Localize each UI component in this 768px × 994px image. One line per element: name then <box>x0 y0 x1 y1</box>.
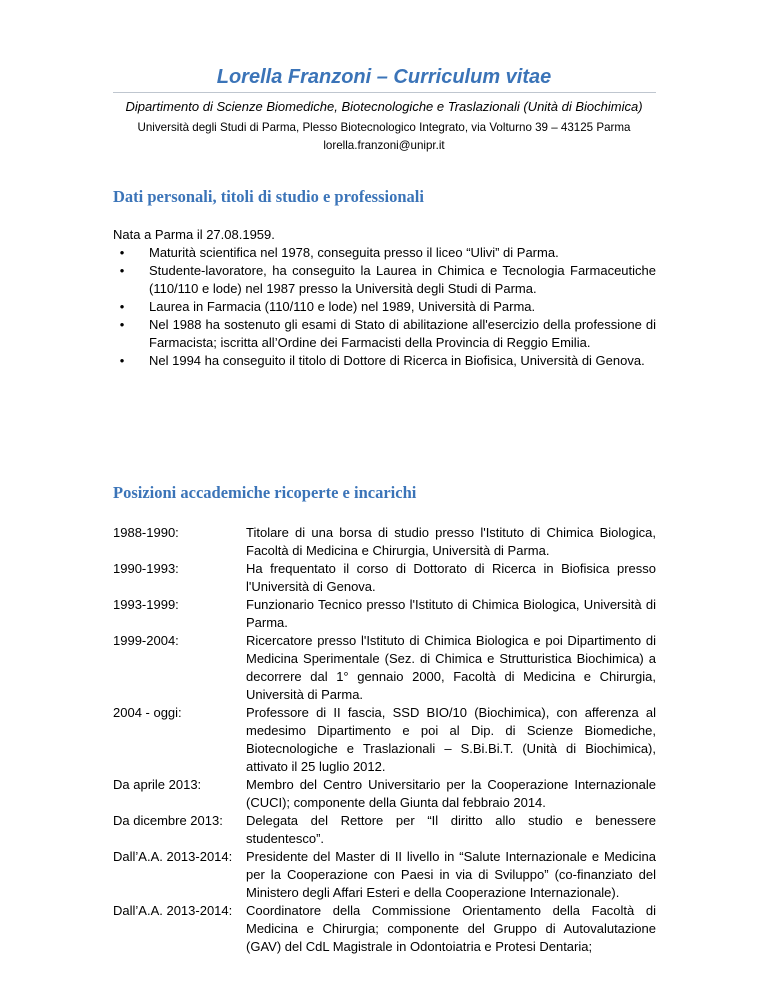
list-item-text: Laurea in Farmacia (110/110 e lode) nel 1989, Università di Parma. <box>149 299 536 314</box>
position-description: Professore di II fascia, SSD BIO/10 (Biochimica), con afferenza al medesimo Dipartimento e poi al Dip. di Scienze Biomediche, Biotecnologiche e Traslazionali – S.Bi.Bi.T. (Unità di Biochimica), attivato il 25 luglio 2012. <box>246 705 656 774</box>
birth-info: Nata a Parma il 27.08.1959. <box>113 227 275 242</box>
positions-list <box>113 524 656 956</box>
position-entry <box>113 632 656 704</box>
list-item <box>113 262 656 298</box>
position-entry <box>113 812 656 848</box>
position-description: Titolare di una borsa di studio presso l'Istituto di Chimica Biologica, Facoltà di Medicina e Chirurgia, Università di Parma. <box>246 525 656 558</box>
list-item-text: Maturità scientifica nel 1978, conseguita presso il liceo “Ulivi” di Parma. <box>149 245 559 260</box>
bullet-icon: • <box>119 353 125 368</box>
list-item-text: Nel 1988 ha sostenuto gli esami di Stato di abilitazione all'esercizio della professione di Farmacista; iscritta all’Ordine dei Farmacisti della Provincia di Reggio Emilia. <box>149 317 656 350</box>
position-period: 1993-1999: <box>113 597 179 612</box>
section-heading-personal-data: Dati personali, titoli di studio e professionali <box>113 187 424 206</box>
list-item-text: Studente-lavoratore, ha conseguito la Laurea in Chimica e Tecnologia Farmaceutiche (110/110 e lode) nel 1987 presso la Università degli Studi di Parma. <box>149 263 656 296</box>
position-period: Dall’A.A. 2013-2014: <box>113 903 233 918</box>
section-heading-academic-positions: Posizioni accademiche ricoperte e incarichi <box>113 483 417 502</box>
address-line: Università degli Studi di Parma, Plesso Biotecnologico Integrato, via Volturno 39 – 43125 Parma <box>137 121 631 134</box>
title-underline <box>113 92 656 93</box>
position-period: 1999-2004: <box>113 633 179 648</box>
position-entry <box>113 704 656 776</box>
position-description: Ha frequentato il corso di Dottorato di Ricerca in Biofisica presso l'Università di Genova. <box>246 561 656 594</box>
list-item <box>113 244 656 262</box>
position-period: 2004 - oggi: <box>113 705 182 720</box>
position-description: Ricercatore presso l'Istituto di Chimica Biologica e poi Dipartimento di Medicina Sperimentale (Sez. di Chimica e Strutturistica Biochimica) a decorrere dal 1° gennaio 2000, Facoltà di Medicina e Chirurgia, Università di Parma. <box>246 633 656 702</box>
bullet-icon: • <box>119 245 125 260</box>
position-entry <box>113 848 656 902</box>
department-line: Dipartimento di Scienze Biomediche, Biotecnologiche e Traslazionali (Unità di Biochimica) <box>125 99 643 114</box>
list-item <box>113 298 656 316</box>
qualifications-list <box>113 244 656 370</box>
position-period: 1990-1993: <box>113 561 179 576</box>
position-entry <box>113 596 656 632</box>
position-description: Funzionario Tecnico presso l'Istituto di Chimica Biologica, Università di Parma. <box>246 597 656 630</box>
position-period: 1988-1990: <box>113 525 179 540</box>
position-period: Dall’A.A. 2013-2014: <box>113 849 233 864</box>
list-item <box>113 352 656 370</box>
email-address[interactable]: lorella.franzoni@unipr.it <box>323 139 445 152</box>
position-description: Coordinatore della Commissione Orientamento della Facoltà di Medicina e Chirurgia; componente del Gruppo di Autovalutazione (GAV) del CdL Magistrale in Odontoiatria e Protesi Dentaria; <box>246 903 656 954</box>
document-title: Lorella Franzoni – Curriculum vitae <box>216 66 552 88</box>
position-entry <box>113 560 656 596</box>
position-period: Da aprile 2013: <box>113 777 202 792</box>
position-description: Presidente del Master di II livello in “Salute Internazionale e Medicina per la Cooperazione con Paesi in via di Sviluppo” (co-finanziato del Ministero degli Affari Esteri e della Cooperazione Internazionale). <box>246 849 656 900</box>
list-item <box>113 316 656 352</box>
list-item-text: Nel 1994 ha conseguito il titolo di Dottore di Ricerca in Biofisica, Università di Genova. <box>149 353 645 368</box>
position-period: Da dicembre 2013: <box>113 813 223 828</box>
position-description: Membro del Centro Universitario per la Cooperazione Internazionale (CUCI); componente della Giunta dal febbraio 2014. <box>246 777 656 810</box>
bullet-icon: • <box>119 317 125 332</box>
position-entry <box>113 776 656 812</box>
position-entry <box>113 524 656 560</box>
position-description: Delegata del Rettore per “Il diritto allo studio e benessere studentesco”. <box>246 813 656 846</box>
bullet-icon: • <box>119 299 125 314</box>
bullet-icon: • <box>119 263 125 278</box>
position-entry <box>113 902 656 956</box>
